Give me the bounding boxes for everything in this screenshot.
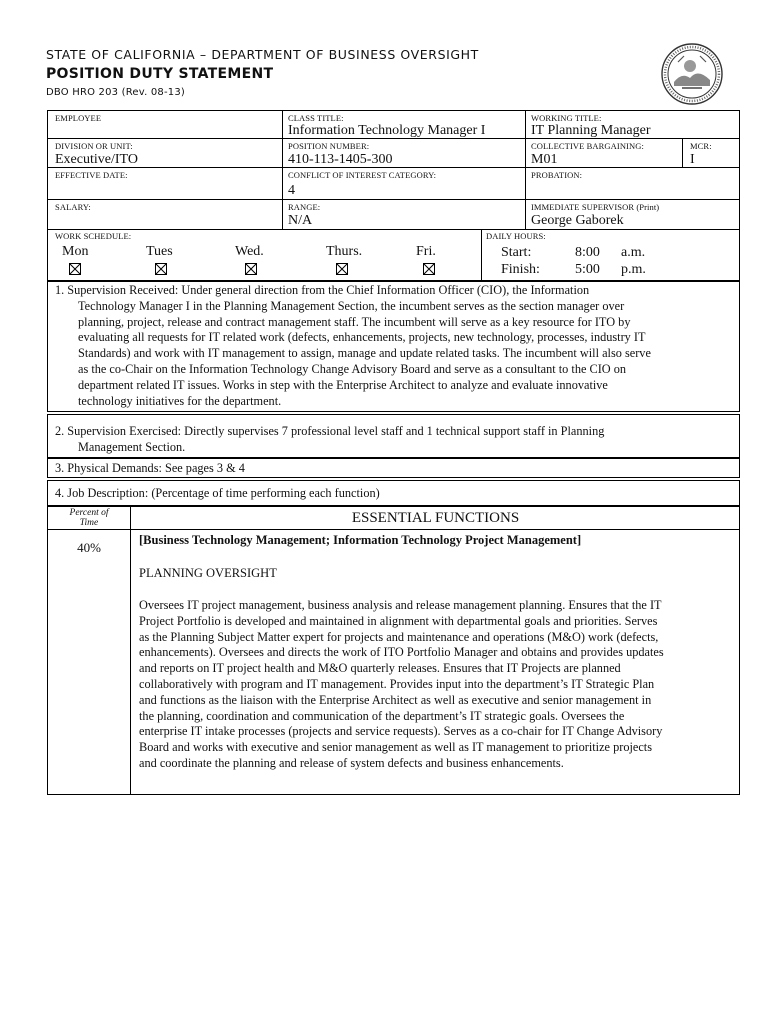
- day-fri: Fri.: [416, 244, 436, 259]
- job-description-text: 4. Job Description: (Percentage of time performing each function): [55, 486, 380, 500]
- agency-heading: STATE OF CALIFORNIA – DEPARTMENT OF BUSINESS OVERSIGHT: [46, 47, 479, 62]
- start-ampm: a.m.: [621, 245, 646, 260]
- mcr-value: I: [690, 152, 695, 167]
- day-wed: Wed.: [235, 244, 264, 259]
- probation-label: PROBATION:: [531, 170, 583, 180]
- bargaining-value: M01: [531, 152, 558, 167]
- checkbox-thurs[interactable]: [336, 263, 348, 275]
- percent-header: Percent of Time: [69, 508, 109, 528]
- division-label: DIVISION OR UNIT:: [55, 141, 133, 151]
- state-seal-icon: [660, 42, 724, 106]
- mcr-label: MCR:: [690, 141, 712, 151]
- start-label: Start:: [501, 245, 532, 260]
- finish-time: 5:00: [575, 262, 600, 277]
- form-number: DBO HRO 203 (Rev. 08-13): [46, 87, 186, 98]
- day-thurs: Thurs.: [326, 244, 363, 259]
- function-description: Oversees IT project management, business analysis and release management planning. Ensures that the IT Project Portfolio is developed and maintained in alignment with departmental goals and priorities. Serves as the Planning Subject Matter expert for projects and maintenance and operations (M&O) work (defects, enhancements). Oversees and directs the work of ITO Portfolio Manager and obtains and provides updates and reports on IT project health and M&O quarterly releases. Ensures that IT Projects are planned collaboratively with program and IT management. Provides input into the department’s IT Strategic Plan and functions as the liaison with the Enterprise Architect as well as executive and senior management in the planning, coordination and communication of the department’s IT strategic goals. Oversees the enterprise IT intake processes (projects and service requests). Serves as a co-chair for IT Change Advisory Board and works with executive and senior management as well as IT management to prioritize projects and coordinate the planning and release of system defects and business enhancements.: [139, 598, 664, 770]
- document-title: POSITION DUTY STATEMENT: [46, 66, 274, 82]
- employee-label: EMPLOYEE: [55, 113, 102, 123]
- effective-date-label: EFFECTIVE DATE:: [55, 170, 128, 180]
- conflict-label: CONFLICT OF INTEREST CATEGORY:: [288, 170, 437, 180]
- physical-demands-text: 3. Physical Demands: See pages 3 & 4: [55, 461, 245, 475]
- day-mon: Mon: [62, 244, 89, 259]
- checkbox-wed[interactable]: [245, 263, 257, 275]
- start-time: 8:00: [575, 245, 600, 260]
- supervisor-value: George Gaborek: [531, 213, 624, 228]
- class-title-value: Information Technology Manager I: [288, 123, 486, 138]
- function-category: [Business Technology Management; Information Technology Project Management]: [139, 533, 582, 547]
- checkbox-tues[interactable]: [155, 263, 167, 275]
- bargaining-label: COLLECTIVE BARGAINING:: [531, 141, 644, 151]
- supervision-received-text: 1. Supervision Received: Under general direction from the Chief Information Officer (CIO), the Information Technology Manager I in the Planning Management Section, the incumbent serves as the section manager over planning, project, release and contract management staff. The incumbent will serve as a key resource for ITO by evaluating all requests for IT related work (defects, enhancements, projects, new technology, processes, industry IT Standards) and work with IT management to assign, manage and update related tasks. The incumbent will also serve as the co-Chair on the Information Technology Change Advisory Board and serve as a consultant to the CIO on department related IT issues. Works in step with the Enterprise Architect to analyze and evaluate innovative technology initiatives for the department.: [55, 283, 651, 408]
- daily-hours-label: DAILY HOURS:: [486, 231, 546, 241]
- checkbox-fri[interactable]: [423, 263, 435, 275]
- supervision-exercised-text: 2. Supervision Exercised: Directly supervises 7 professional level staff and 1 technical support staff in Planning Management Section.: [55, 424, 605, 454]
- position-number-value: 410-113-1405-300: [288, 152, 393, 167]
- function-subheading: PLANNING OVERSIGHT: [139, 566, 277, 580]
- work-schedule-label: WORK SCHEDULE:: [55, 231, 132, 241]
- range-value: N/A: [288, 213, 313, 228]
- conflict-value: 4: [288, 183, 295, 198]
- percent-value: 40%: [77, 540, 101, 555]
- checkbox-mon[interactable]: [69, 263, 81, 275]
- salary-label: SALARY:: [55, 202, 91, 212]
- range-label: RANGE:: [288, 202, 321, 212]
- supervisor-label: IMMEDIATE SUPERVISOR (Print): [531, 202, 660, 212]
- division-value: Executive/ITO: [55, 152, 138, 167]
- day-tues: Tues: [146, 244, 173, 259]
- class-title-label: CLASS TITLE:: [288, 113, 344, 123]
- finish-label: Finish:: [501, 262, 540, 277]
- position-number-label: POSITION NUMBER:: [288, 141, 370, 151]
- working-title-label: WORKING TITLE:: [531, 113, 602, 123]
- working-title-value: IT Planning Manager: [531, 123, 651, 138]
- finish-ampm: p.m.: [621, 262, 646, 277]
- essential-functions-header: ESSENTIAL FUNCTIONS: [351, 510, 520, 526]
